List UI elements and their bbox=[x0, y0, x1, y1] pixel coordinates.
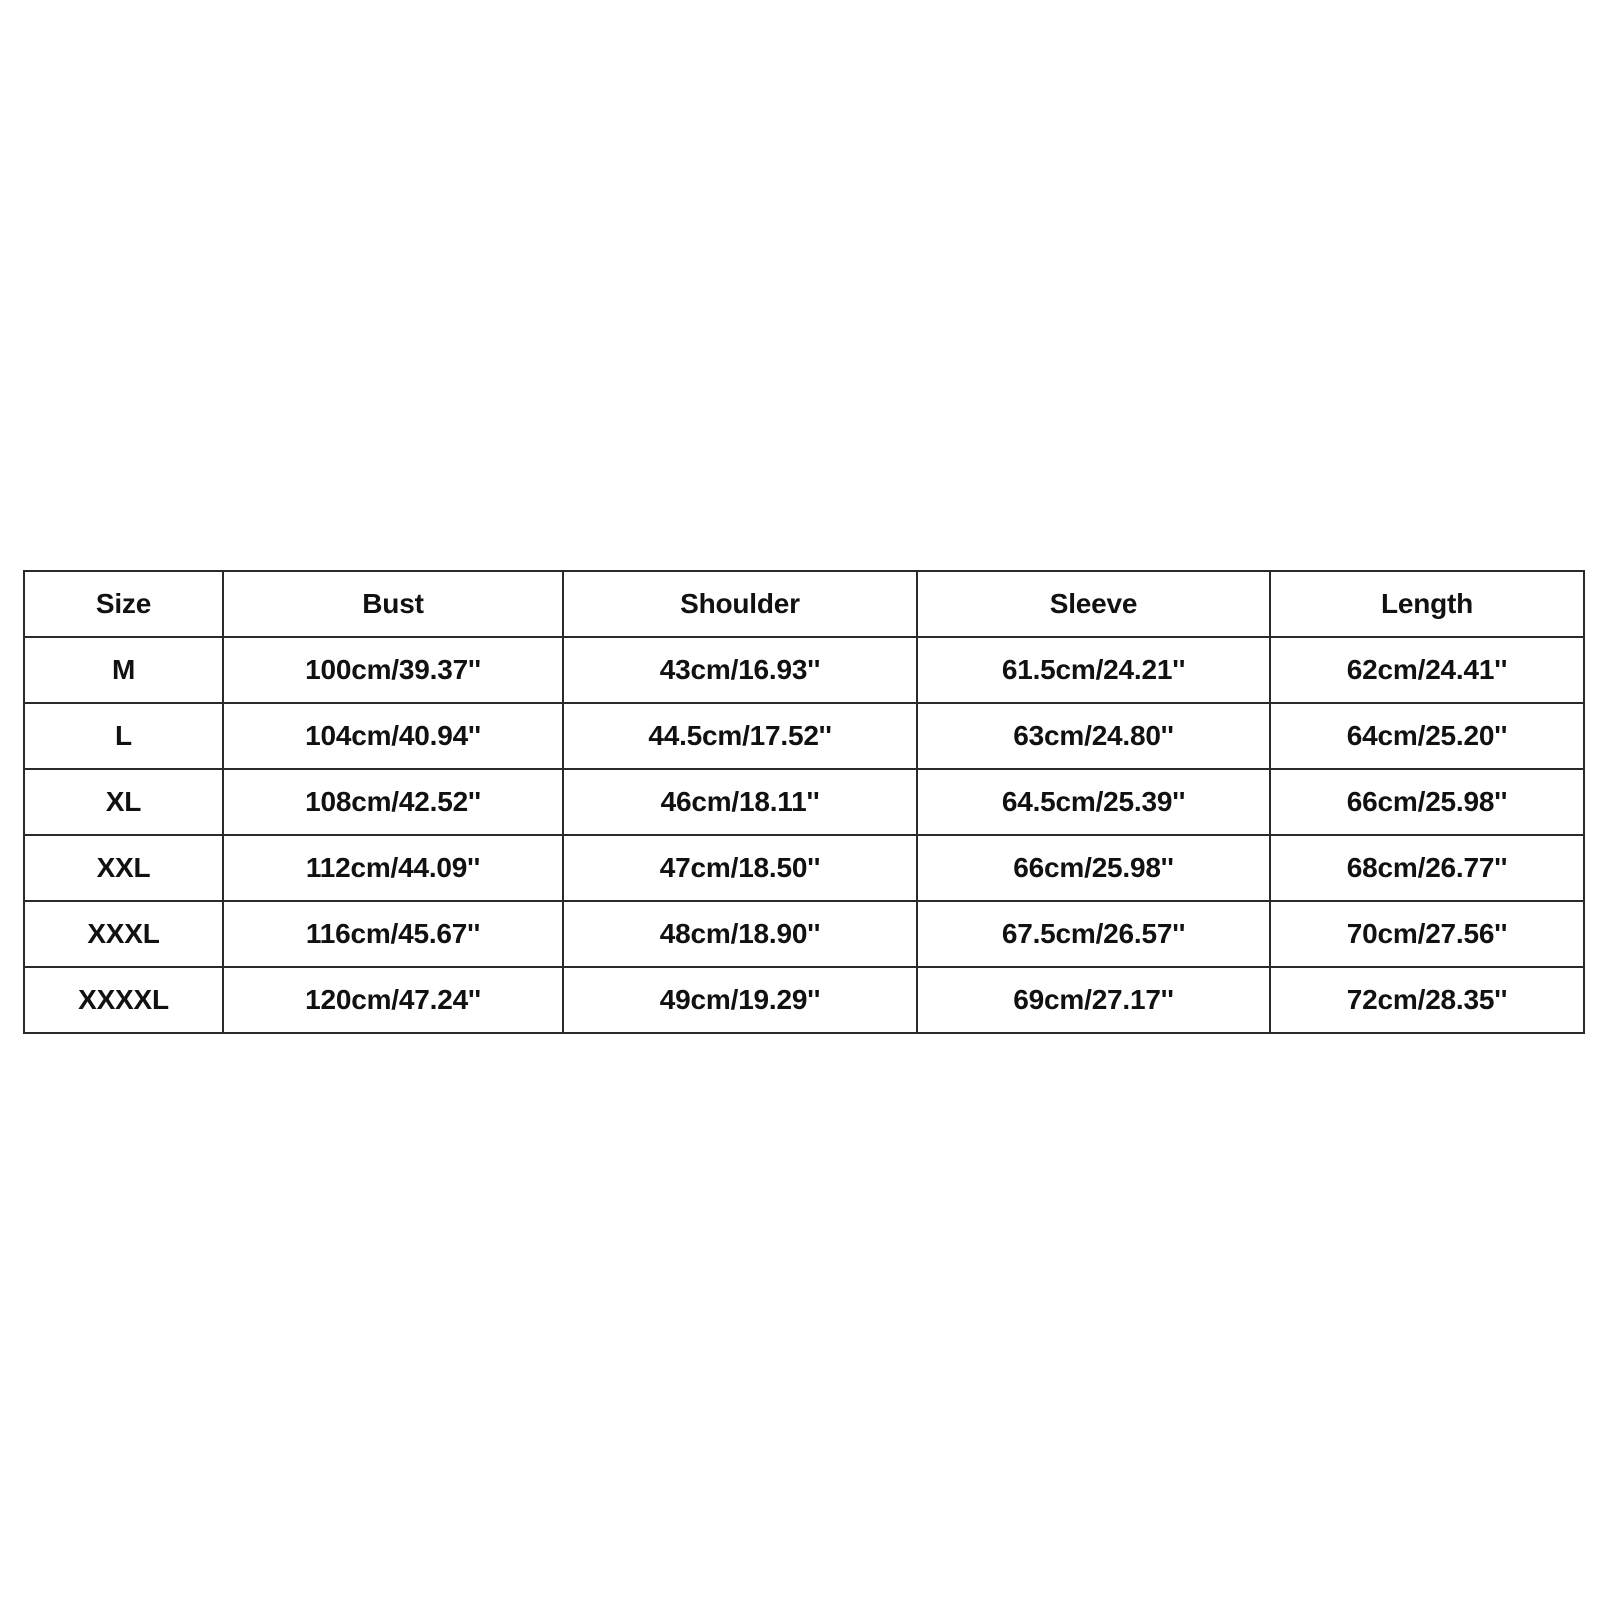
table-header-row bbox=[24, 571, 1584, 637]
bust-cell: 108cm/42.52'' bbox=[223, 769, 563, 835]
bust-cell: 112cm/44.09'' bbox=[223, 835, 563, 901]
sleeve-cell: 69cm/27.17'' bbox=[917, 967, 1270, 1033]
table-row bbox=[24, 967, 1584, 1033]
table-row bbox=[24, 703, 1584, 769]
shoulder-cell: 43cm/16.93'' bbox=[563, 637, 917, 703]
size-cell: XXXL bbox=[24, 901, 223, 967]
size-cell: L bbox=[24, 703, 223, 769]
bust-cell: 104cm/40.94'' bbox=[223, 703, 563, 769]
bust-cell: 116cm/45.67'' bbox=[223, 901, 563, 967]
length-cell: 66cm/25.98'' bbox=[1270, 769, 1584, 835]
shoulder-cell: 44.5cm/17.52'' bbox=[563, 703, 917, 769]
size-cell: XXXXL bbox=[24, 967, 223, 1033]
sleeve-cell: 61.5cm/24.21'' bbox=[917, 637, 1270, 703]
header-size: Size bbox=[24, 571, 223, 637]
bust-cell: 120cm/47.24'' bbox=[223, 967, 563, 1033]
sleeve-cell: 67.5cm/26.57'' bbox=[917, 901, 1270, 967]
sleeve-cell: 63cm/24.80'' bbox=[917, 703, 1270, 769]
length-cell: 62cm/24.41'' bbox=[1270, 637, 1584, 703]
length-cell: 68cm/26.77'' bbox=[1270, 835, 1584, 901]
table-row bbox=[24, 769, 1584, 835]
bust-cell: 100cm/39.37'' bbox=[223, 637, 563, 703]
size-chart-table bbox=[23, 570, 1585, 1034]
shoulder-cell: 46cm/18.11'' bbox=[563, 769, 917, 835]
shoulder-cell: 48cm/18.90'' bbox=[563, 901, 917, 967]
table-row bbox=[24, 637, 1584, 703]
length-cell: 70cm/27.56'' bbox=[1270, 901, 1584, 967]
table-row bbox=[24, 835, 1584, 901]
length-cell: 72cm/28.35'' bbox=[1270, 967, 1584, 1033]
sleeve-cell: 64.5cm/25.39'' bbox=[917, 769, 1270, 835]
header-sleeve: Sleeve bbox=[917, 571, 1270, 637]
size-cell: M bbox=[24, 637, 223, 703]
size-cell: XL bbox=[24, 769, 223, 835]
length-cell: 64cm/25.20'' bbox=[1270, 703, 1584, 769]
size-cell: XXL bbox=[24, 835, 223, 901]
table-row bbox=[24, 901, 1584, 967]
sleeve-cell: 66cm/25.98'' bbox=[917, 835, 1270, 901]
shoulder-cell: 47cm/18.50'' bbox=[563, 835, 917, 901]
header-length: Length bbox=[1270, 571, 1584, 637]
shoulder-cell: 49cm/19.29'' bbox=[563, 967, 917, 1033]
header-shoulder: Shoulder bbox=[563, 571, 917, 637]
header-bust: Bust bbox=[223, 571, 563, 637]
